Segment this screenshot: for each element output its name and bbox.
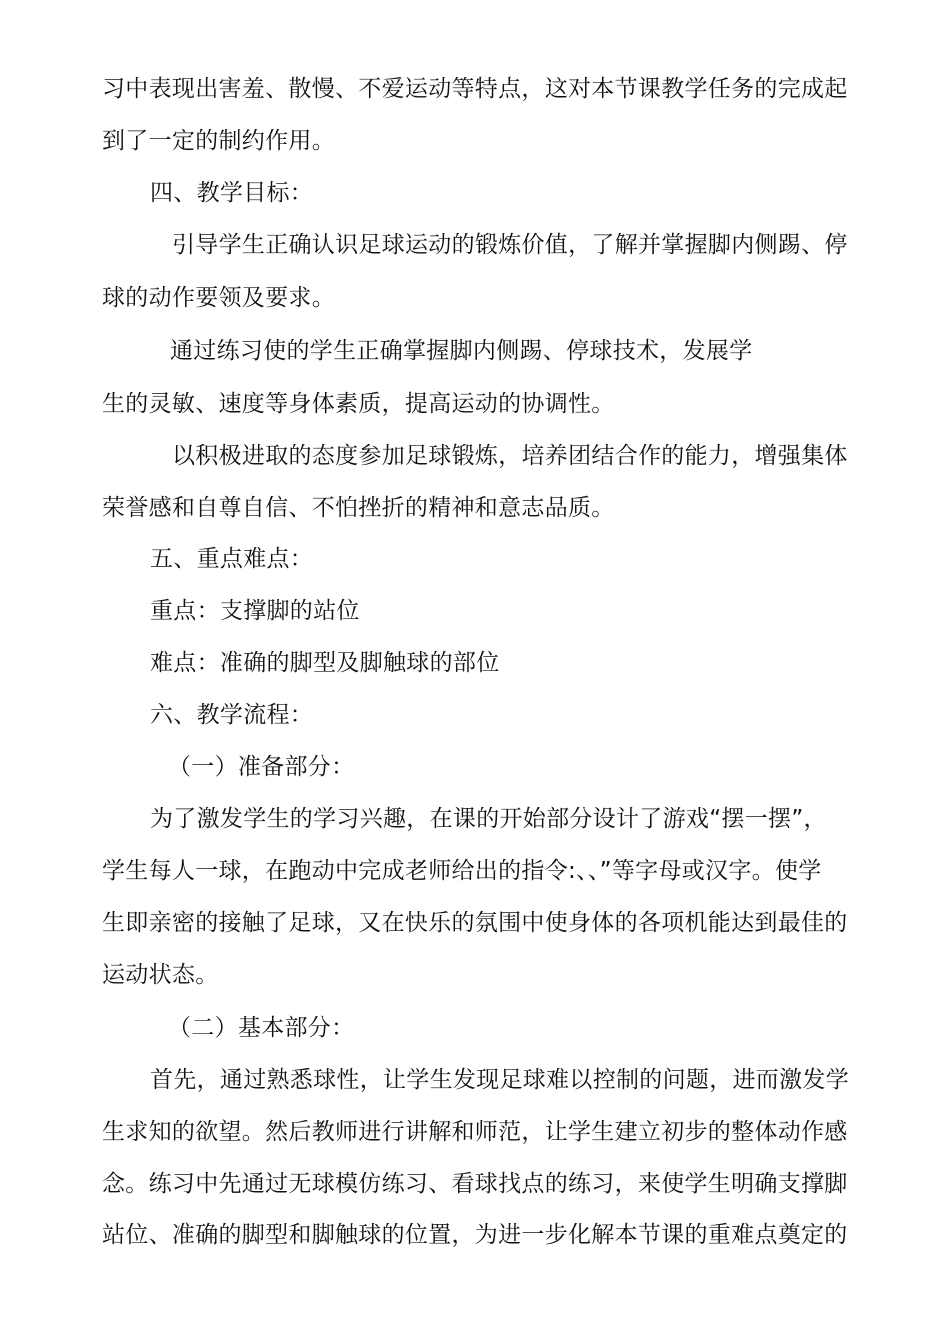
text-line: 荣誉感和自尊自信、不怕挫折的精神和意志品质。	[102, 495, 615, 521]
text-line: 引导学生正确认识足球运动的锻炼价值，了解并掌握脚内侧踢、停	[172, 232, 848, 258]
text-line: 生的灵敏、速度等身体素质，提高运动的协调性。	[102, 391, 615, 417]
text-line: 难点：准确的脚型及脚触球的部位	[150, 650, 500, 676]
text-line: 运动状态。	[102, 962, 219, 988]
text-line: 首先，通过熟悉球性，让学生发现足球难以控制的问题，进而激发学	[150, 1067, 849, 1093]
section-heading: 五、重点难点：	[150, 546, 314, 572]
text-line: 球的动作要领及要求。	[102, 285, 335, 311]
text-line: 念。练习中先通过无球模仿练习、看球找点的练习，来使学生明确支撑脚	[102, 1171, 848, 1197]
text-line: 以积极进取的态度参加足球锻炼，培养团结合作的能力，增强集体	[172, 443, 848, 469]
text-line: 为了激发学生的学习兴趣，在课的开始部分设计了游戏“摆一摆”，	[150, 806, 827, 832]
subsection-heading: （二）基本部分：	[168, 1015, 355, 1041]
text-line: 到了一定的制约作用。	[102, 128, 335, 154]
subsection-heading: （一）准备部分：	[168, 754, 355, 780]
section-heading: 四、教学目标：	[150, 180, 314, 206]
section-heading: 六、教学流程：	[150, 702, 314, 728]
text-line: 生求知的欲望。然后教师进行讲解和师范，让学生建立初步的整体动作感	[102, 1119, 848, 1145]
text-line: 重点：支撑脚的站位	[150, 598, 360, 624]
text-line: 习中表现出害羞、散慢、不爱运动等特点，这对本节课教学任务的完成起	[102, 76, 848, 102]
text-line: 学生每人一球，在跑动中完成老师给出的指令:、、”等字母或汉字。使学	[102, 858, 822, 884]
text-line: 生即亲密的接触了足球，又在快乐的氛围中使身体的各项机能达到最佳的	[102, 910, 848, 936]
text-line: 站位、准确的脚型和脚触球的位置，为进一步化解本节课的重难点奠定的	[102, 1222, 848, 1248]
text-line: 通过练习使的学生正确掌握脚内侧踢、停球技术，发展学	[170, 338, 753, 364]
